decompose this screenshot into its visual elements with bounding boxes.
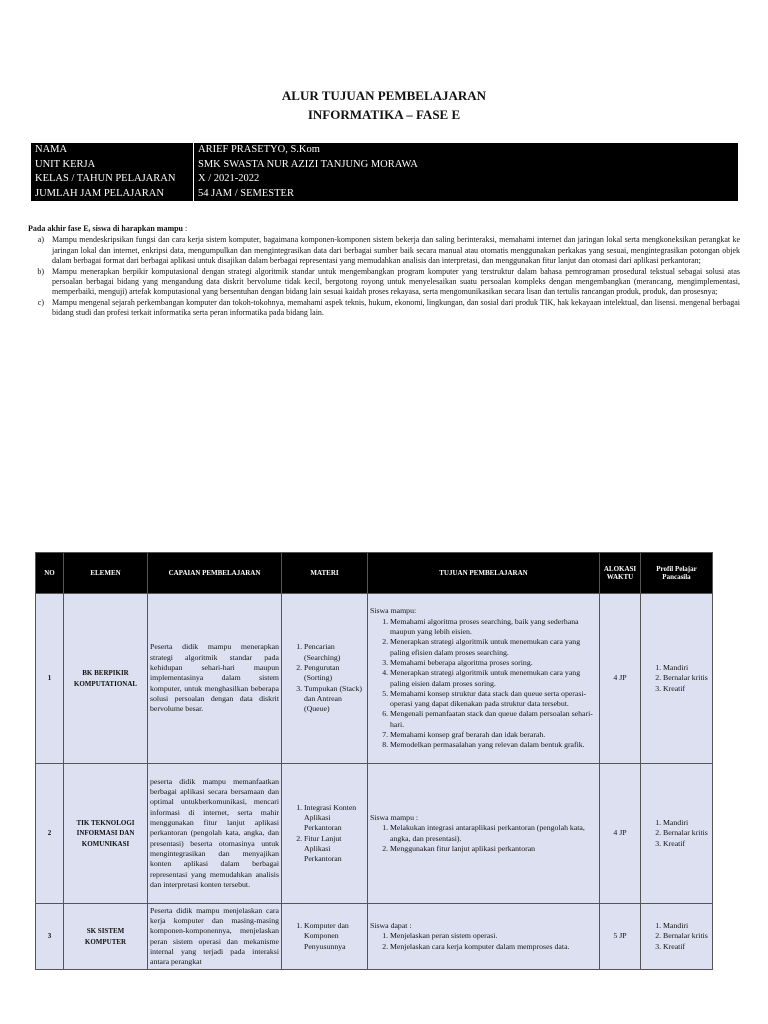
learning-flow-table	[35, 552, 713, 970]
row-alokasi: 4 JP	[600, 764, 641, 904]
materi-item: 2. Pengurutan (Sorting)	[304, 663, 365, 684]
materi-item: 1. Komputer dan Komponen Penyusunnya	[304, 921, 365, 952]
row-materi	[282, 764, 368, 904]
identity-key: NAMA	[31, 143, 194, 158]
title-line-1: ALUR TUJUAN PEMBELAJARAN	[281, 88, 487, 103]
row-materi	[282, 904, 368, 970]
intro-item	[28, 235, 740, 266]
intro-section	[28, 224, 740, 319]
intro-lead	[28, 224, 740, 234]
row-tujuan	[368, 594, 600, 764]
profil-item: 1. Mandiri	[663, 663, 710, 673]
intro-item	[28, 298, 740, 319]
materi-item: 3. Tumpukan (Stack) dan Antrean (Queue)	[304, 684, 365, 715]
row-profil	[641, 764, 713, 904]
identity-value: X / 2021-2022	[198, 173, 260, 184]
profil-item: 3. Kreatif	[663, 684, 710, 694]
row-alokasi: 5 JP	[600, 904, 641, 970]
tujuan-lead: Siswa mampu :	[370, 812, 419, 822]
tujuan-lead: Siswa mampu:	[370, 606, 417, 616]
tujuan-item: 2. Menerapkan strategi algoritmik untuk menemukan cara yang paling efisien dalam proses searching.	[390, 637, 597, 658]
row-elemen: SK SISTEM KOMPUTER	[64, 904, 148, 970]
tujuan-item: 2. Menggunakan fitur lanjut aplikasi perkantoran	[390, 844, 597, 854]
row-alokasi: 4 JP	[600, 594, 641, 764]
profil-item: 2. Bernalar kritis	[663, 828, 710, 838]
tujuan-item: 1. Memahami algoritma proses searching, baik yang sederhana maupun yang lebih eisien.	[390, 617, 597, 638]
intro-lead-bold: Pada akhir fase E, siswa di harapkan mampu	[28, 224, 183, 233]
row-profil	[641, 904, 713, 970]
intro-item	[28, 267, 740, 298]
tujuan-item: 8. Memodelkan permasalahan yang relevan dalam bentuk grafik.	[390, 740, 597, 750]
tujuan-item: 6. Mengenali pemanfaatan stack dan queue dalam persoalan sehari-hari.	[390, 709, 597, 730]
intro-item-text: Mampu mendeskripsikan fungsi dan cara kerja sistem komputer, bagaimana komponen-komponen sistem bekerja dan saling berinteraksi, memahami internet dan jaringan lokal serta mengkoneksikan perangkat ke jaringan lokal dan internet, enkripsi data, mengumpulkan dan mengintegrasikan data dari berbagai sumber baik secara manual atau otomatis menggunakan perkakas yang sesuai, mengintegrasikan potongan objek dalam berbagai format dari berbagai aplikasi untuk disajikan dalam berbagai representasi yang memudahkan analisis dan interpretasi, dan menggunakan fitur lanjut dan otomasi dari aplikasi perkantoran;	[52, 235, 740, 266]
materi-item: 2. Fitur Lanjut Aplikasi Perkantoran	[304, 834, 365, 865]
header-materi: MATERI	[282, 553, 368, 594]
intro-lead-rest: :	[183, 224, 188, 233]
identity-row	[31, 143, 738, 158]
row-tujuan	[368, 764, 600, 904]
identity-row	[31, 172, 738, 187]
materi-item: 1. Pencarian (Searching)	[304, 642, 365, 663]
row-capaian: peserta didik mampu memanfaatkan berbagai aplikasi secara bersamaan dan optimal untukberkomunikasi, mencari informasi di internet, serta mahir menggunakan fitur lanjut aplikasi perkantoran (pengolah kata, angka, dan presentasi) beserta otomasinya untuk mengintegrasikan dan menyajikan konten aplikasi dalam berbagai representasi yang memudahkan analisis dan interpretasi konten tersebut.	[148, 764, 282, 904]
row-number: 1	[36, 594, 64, 764]
tujuan-item: 4. Menerapkan strategi algoritmik untuk menemukan cara yang paling eisien dalam proses soring.	[390, 668, 597, 689]
header-profil: Profil Pelajar Pancasila	[641, 553, 713, 594]
tujuan-item: 5. Memahami konsep struktur data stack dan queue serta operasi-operasi yang dapat dikenakan pada struktur data tersebut.	[390, 689, 597, 710]
profil-item: 3. Kreatif	[663, 839, 710, 849]
table-row	[36, 764, 713, 904]
identity-row	[31, 187, 738, 202]
materi-item: 1. Integrasi Konten Aplikasi Perkantoran	[304, 803, 365, 834]
table-row	[36, 594, 713, 764]
row-elemen: TIK TEKNOLOGI INFORMASI DAN KOMUNIKASI	[64, 764, 148, 904]
document-title	[0, 86, 768, 124]
identity-key: KELAS / TAHUN PELAJARAN	[31, 172, 194, 187]
row-tujuan	[368, 904, 600, 970]
table-row	[36, 904, 713, 970]
intro-item-label: b)	[37, 266, 44, 276]
tujuan-item: 1. Menjelaskan peran sistem operasi.	[390, 931, 597, 941]
header-elemen: ELEMEN	[64, 553, 148, 594]
tujuan-item: 1. Melakukan integrasi antaraplikasi perkantoran (pengolah kata, angka, dan presentasi).	[390, 823, 597, 844]
table-header-row	[36, 553, 713, 594]
profil-item: 2. Bernalar kritis	[663, 673, 710, 683]
header-alokasi: ALOKASI WAKTU	[600, 553, 641, 594]
tujuan-lead: Siswa dapat :	[370, 921, 412, 931]
header-tujuan: TUJUAN PEMBELAJARAN	[368, 553, 600, 594]
identity-value: ARIEF PRASETYO, S.Kom	[198, 144, 320, 155]
profil-item: 2. Bernalar kritis	[663, 931, 710, 941]
intro-item-text: Mampu mengenal sejarah perkembangan komputer dan tokoh-tokohnya, memahami aspek teknis, hukum, ekonomi, lingkungan, dan sosial dari produk TIK, hak kekayaan intelektual, dan lisensi. mengenal berbagai bidang studi dan profesi terkait informatika serta peran informatika pada bidang lain.	[52, 297, 740, 318]
identity-table	[31, 143, 738, 201]
tujuan-item: 2. Menjelaskan cara kerja komputer dalam memproses data.	[390, 942, 597, 952]
row-capaian: Peserta didik mampu menerapkan strategi algoritmik standar pada kehidupan sehari-hari maupun implementasinya dalam sistem komputer, untuk menghasilkan beberapa solusi persoalan dengan data diskrit bervolume besar.	[148, 594, 282, 764]
row-profil	[641, 594, 713, 764]
row-capaian: Peserta didik mampu menjelaskan cara kerja komputer dan masing-masing komponen-komponennya, menjelaskan peran sistem operasi dan mekanisme internal yang terjadi pada interaksi antara perangkat	[148, 904, 282, 970]
identity-value: SMK SWASTA NUR AZIZI TANJUNG MORAWA	[198, 158, 418, 170]
row-materi	[282, 594, 368, 764]
identity-key: JUMLAH JAM PELAJARAN	[31, 187, 194, 202]
intro-item-label: a)	[37, 235, 44, 245]
tujuan-item: 3. Memahami beberapa algoritma proses soring.	[390, 658, 597, 668]
intro-item-label: c)	[37, 297, 44, 307]
profil-item: 1. Mandiri	[663, 921, 710, 931]
tujuan-item: 7. Memahami konsep graf berarah dan idak berarah.	[390, 730, 597, 740]
title-line-2: INFORMATIKA – FASE E	[307, 107, 461, 122]
identity-value: 54 JAM / SEMESTER	[198, 187, 294, 199]
intro-item-text: Mampu menerapkan berpikir komputasional dengan strategi algoritmik standar untuk mengembangkan program komputer yang terstruktur dalam bahasa pemrograman prosedural tekstual sebagai solusi atas persoalan berbagai bidang yang mengandung data diskrit bervolume tidak kecil, bergotong royong untuk menyelesaikan suatu persoalan kompleks dengan mengembangkan (merancang, mengimplementasi, memperbaiki, menguji) artefak komputasional yang bersentuhan dengan bidang lain sesuai kaidah proses rekayasa, serta mengomunikasikan secara lisan dan tertulis rancangan produk, produk, dan prosesnya;	[52, 266, 740, 297]
header-no: NO	[36, 553, 64, 594]
row-number: 2	[36, 764, 64, 904]
profil-item: 1. Mandiri	[663, 818, 710, 828]
identity-row	[31, 158, 738, 173]
identity-key: UNIT KERJA	[31, 158, 194, 173]
row-number: 3	[36, 904, 64, 970]
header-capaian: CAPAIAN PEMBELAJARAN	[148, 553, 282, 594]
profil-item: 3. Kreatif	[663, 942, 710, 952]
row-elemen: BK BERPIKIR KOMPUTATIONAL	[64, 594, 148, 764]
